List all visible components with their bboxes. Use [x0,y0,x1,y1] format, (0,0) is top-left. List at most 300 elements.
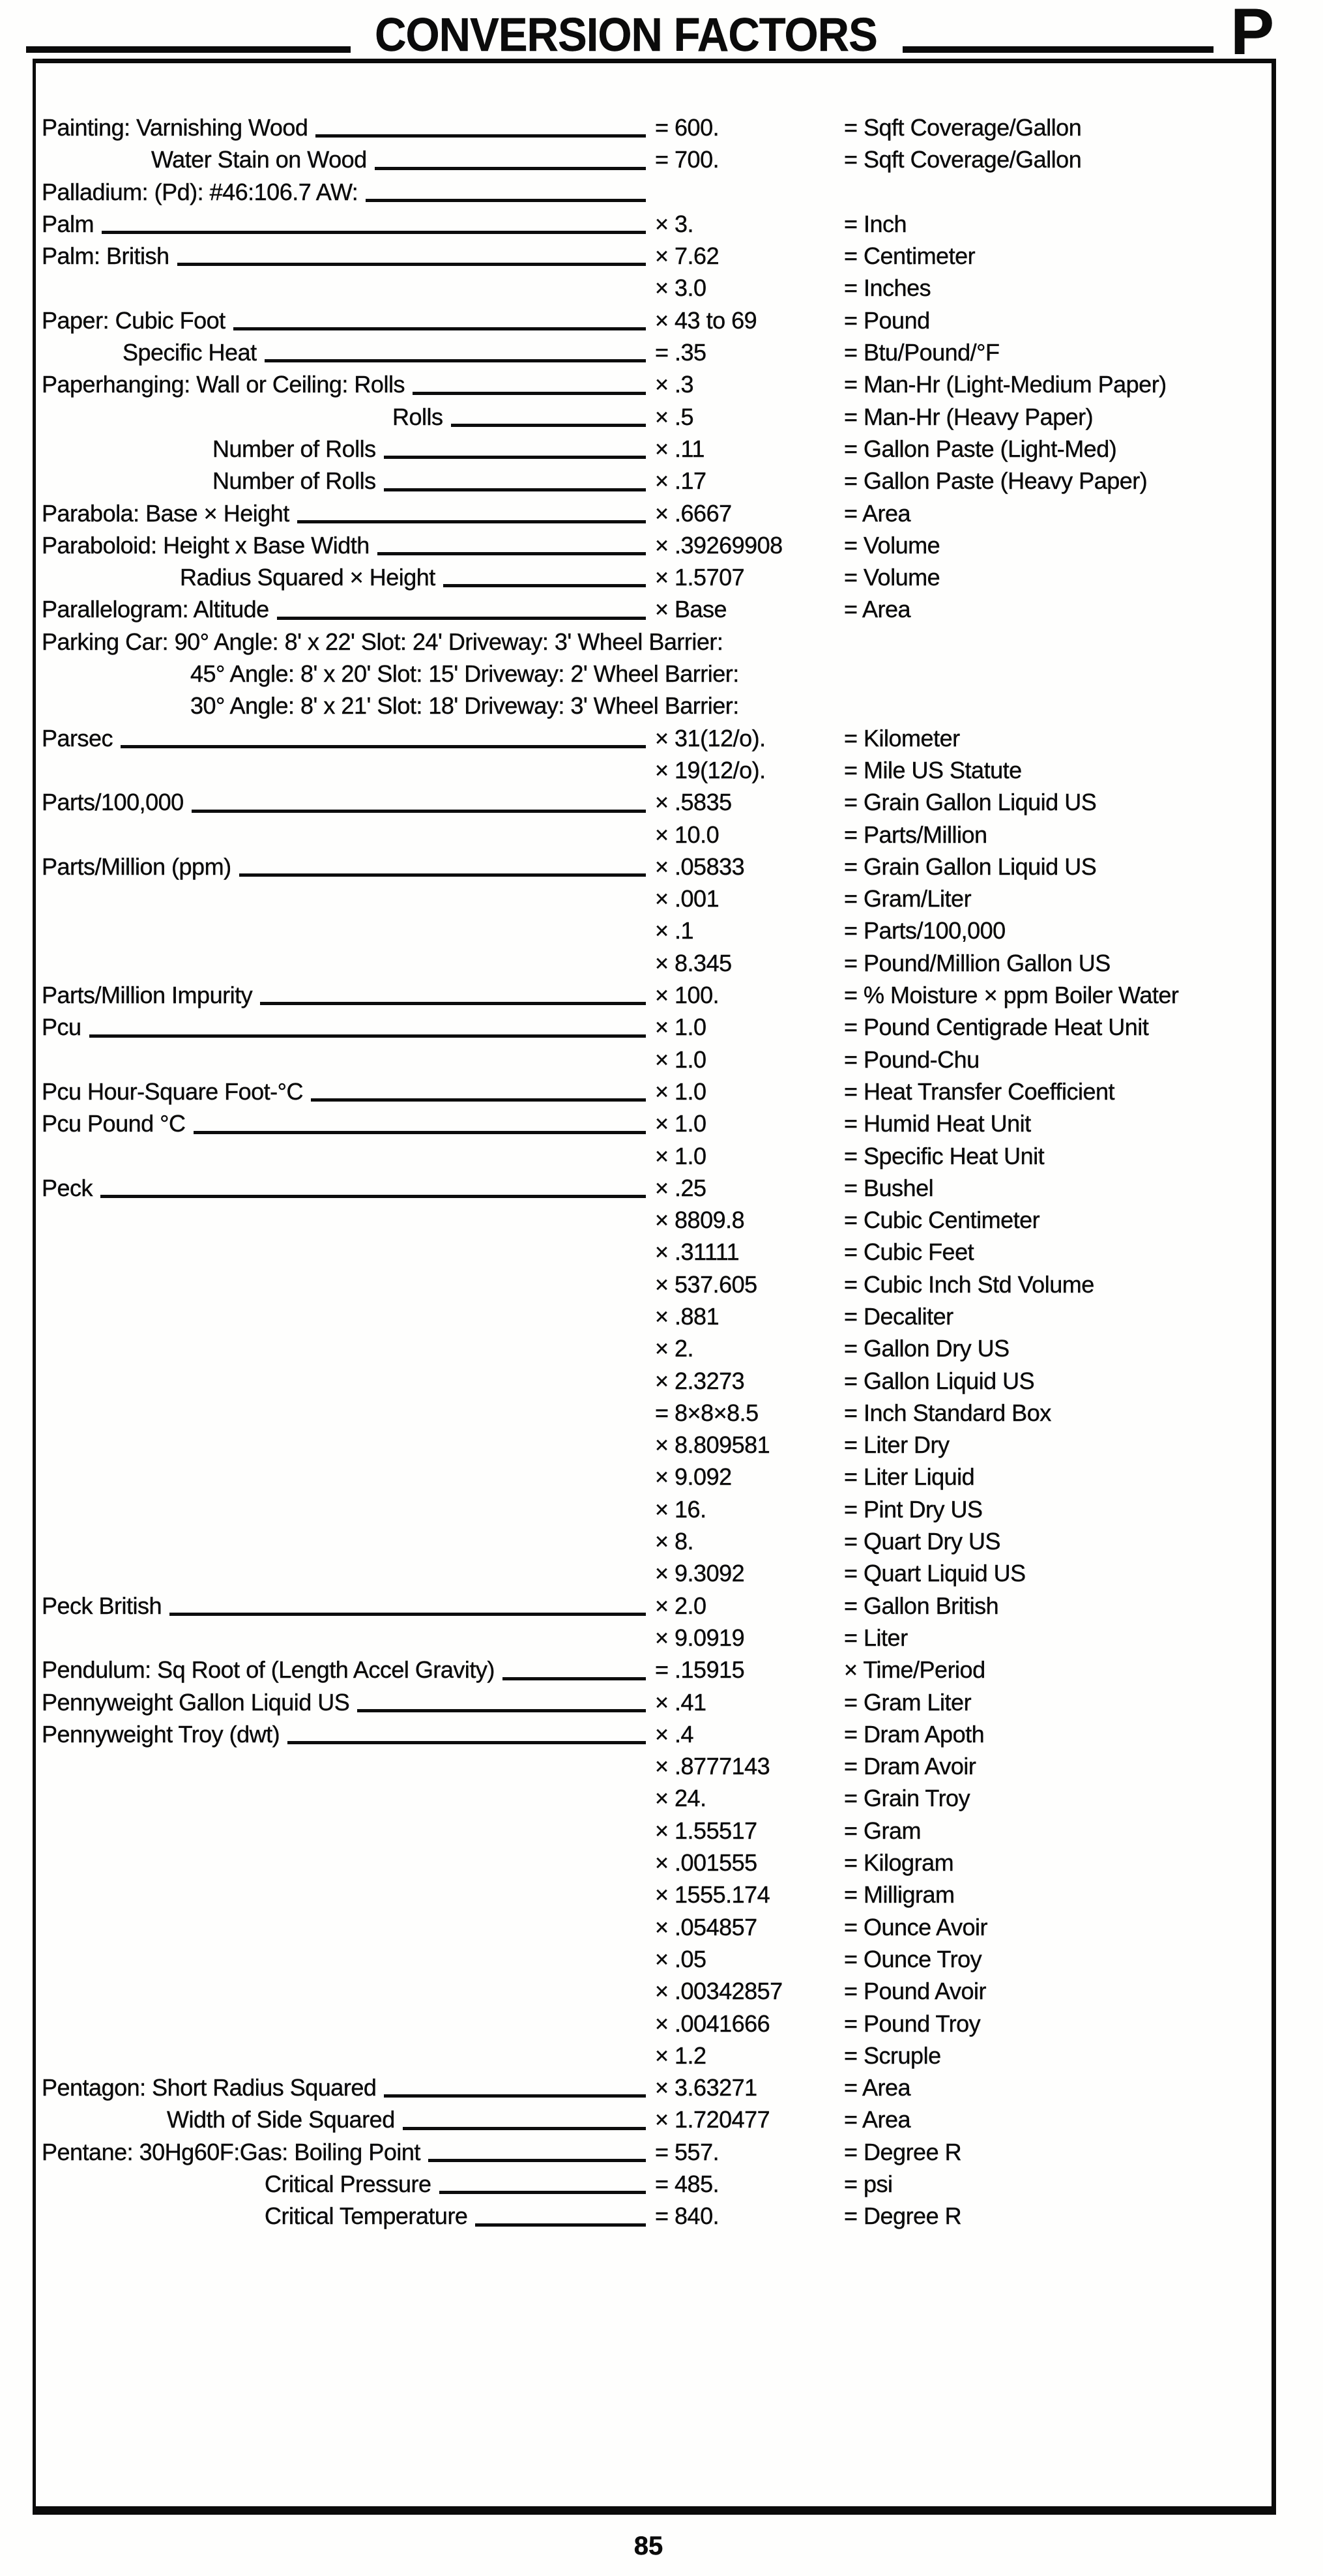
row-unit: = Humid Heat Unit [844,1110,1031,1137]
row-factor: × 100. [655,982,720,1009]
row-unit: = Volume [844,531,940,559]
table-row [36,593,1274,625]
row-label-cell [36,722,655,754]
row-factor: = 700. [655,146,720,173]
table-row [36,2168,1274,2200]
row-unit: = Ounce Troy [844,1945,982,1972]
row-label-cell [36,1750,655,1782]
row-label-cell [36,1268,655,1300]
row-unit: = Pound/Million Gallon US [844,949,1111,976]
row-label-cell [36,433,655,465]
row-unit: = Mile US Statute [844,756,1022,783]
table-row [36,529,1274,561]
table-row [36,1332,1274,1364]
leader-line [475,2223,646,2227]
row-unit: = Gram [844,1817,922,1844]
row-label-cell [36,208,655,240]
row-unit: = Grain Troy [844,1785,970,1812]
row-unit: = Area [844,2106,911,2133]
row-unit: = Heat Transfer Coefficient [844,1077,1115,1105]
table-row [36,883,1274,915]
row-label: Parallelogram: Altitude [42,596,269,623]
table-row [36,1236,1274,1268]
row-factor: × .001555 [655,1849,757,1877]
table-row [36,1076,1274,1107]
table-row [36,2103,1274,2135]
row-label: Palladium: (Pd): #46:106.7 AW: [42,178,358,205]
row-label-cell [36,143,655,175]
row-factor: = .35 [655,339,706,366]
table-row [36,1654,1274,1686]
table-row [36,208,1274,240]
table-row [36,658,1274,690]
row-label: Peck British [42,1592,162,1619]
leader-line [121,745,646,748]
table-row [36,240,1274,272]
row-unit: = Area [844,596,911,623]
row-label: Width of Side Squared [167,2106,395,2133]
table-row [36,368,1274,400]
leader-line [194,1131,646,1134]
row-label-cell [36,1975,655,2007]
table-row [36,1268,1274,1300]
table-row [36,465,1274,497]
row-factor: × 19(12/o). [655,756,766,783]
page-header [26,0,1274,68]
table-row [36,722,1274,754]
row-factor: × 3.0 [655,274,706,302]
table-row [36,1300,1274,1332]
leader-line [413,392,646,395]
row-label: Parking Car: 90° Angle: 8' x 22' Slot: 24' Driveway: 3' Wheel Barrier: [42,628,723,655]
table-row [36,1686,1274,1718]
row-factor: × 3.63271 [655,2074,757,2101]
row-label-cell [36,1397,655,1429]
row-factor: × 10.0 [655,821,720,848]
row-unit: = Degree R [844,2138,962,2165]
row-factor: × .5 [655,403,694,430]
row-label: Pcu [42,1014,81,1041]
table-row [36,1750,1274,1782]
leader-line [384,488,646,491]
table-row [36,1879,1274,1910]
row-unit: = Cubic Inch Std Volume [844,1270,1094,1298]
row-label-cell [36,947,655,979]
row-factor: × 9.092 [655,1463,732,1491]
row-label: Specific Heat [123,339,257,366]
row-label-cell [36,883,655,915]
row-unit: = Specific Heat Unit [844,1142,1045,1169]
row-factor: × .17 [655,467,706,495]
table-row [36,336,1274,368]
row-factor: × 3. [655,210,694,237]
row-label-cell [36,2071,655,2103]
row-label-cell [36,304,655,336]
row-unit: = Inch [844,210,907,237]
row-label-cell [36,1204,655,1236]
leader-line [287,1741,646,1744]
table-row [36,272,1274,304]
row-factor: × .05833 [655,853,745,880]
row-label-cell [36,1654,655,1686]
row-unit: = % Moisture × ppm Boiler Water [844,982,1179,1009]
row-label-cell [36,1911,655,1943]
row-unit: = Man-Hr (Light-Medium Paper) [844,371,1167,398]
table-row [36,1911,1274,1943]
row-label-cell [36,240,655,272]
row-factor: = 840. [655,2203,720,2230]
row-label: Pcu Hour-Square Foot-°C [42,1077,304,1105]
table-row [36,1815,1274,1847]
table-row [36,979,1274,1011]
row-label: Parts/Million Impurity [42,982,253,1009]
row-factor: × 8.345 [655,949,732,976]
table-row [36,851,1274,883]
leader-line [403,2127,646,2130]
row-label: Pendulum: Sq Root of (Length Accel Gravity) [42,1656,495,1684]
leader-line [451,424,646,427]
row-label-cell [36,1879,655,1910]
row-label-cell [36,1718,655,1750]
table-row [36,1943,1274,1975]
row-label-cell [36,1332,655,1364]
row-label-cell [36,1461,655,1493]
table-row [36,2071,1274,2103]
row-label-cell [36,497,655,529]
row-label: Pentane: 30Hg60F:Gas: Boiling Point [42,2138,420,2165]
row-label-cell [36,1782,655,1814]
row-factor: × 16. [655,1495,706,1523]
row-label-cell [36,1493,655,1525]
row-label: 30° Angle: 8' x 21' Slot: 18' Driveway: 3' Wheel Barrier: [190,692,739,720]
row-label-cell [36,979,655,1011]
leader-line [169,1613,646,1616]
row-unit: = Quart Liquid US [844,1560,1026,1587]
row-label-cell [36,1011,655,1043]
row-unit: = Kilometer [844,724,960,752]
row-label-cell [36,786,655,818]
row-unit: = Gram/Liter [844,885,972,913]
row-label: Parsec [42,724,113,752]
row-label-cell [36,593,655,625]
row-label: Critical Temperature [265,2203,468,2230]
row-factor: × 9.3092 [655,1560,745,1587]
row-label: Water Stain on Wood [151,146,367,173]
table-row [36,1011,1274,1043]
row-factor: × .00342857 [655,1978,783,2005]
row-unit: = Pound Avoir [844,1978,987,2005]
row-label: Parabola: Base × Height [42,499,289,527]
row-label-cell [36,819,655,851]
table-row [36,947,1274,979]
row-unit: = Inches [844,274,931,302]
table-row [36,1044,1274,1076]
row-label-cell [36,1557,655,1589]
row-label-cell [36,2103,655,2135]
row-unit: = Cubic Centimeter [844,1207,1040,1234]
row-factor: × .6667 [655,499,732,527]
factor-table [36,111,1274,2232]
row-unit: = Volume [844,564,940,591]
table-row [36,1782,1274,1814]
leader-line [102,231,646,234]
table-row [36,754,1274,786]
header-rule-left [26,46,351,53]
row-label-cell [36,1172,655,1204]
table-row [36,915,1274,946]
leader-line [260,1002,646,1005]
leader-line [89,1034,646,1038]
leader-line [315,134,646,138]
table-row [36,1397,1274,1429]
row-label: Parts/Million (ppm) [42,853,231,880]
row-unit: = Degree R [844,2203,962,2230]
row-label-cell [36,754,655,786]
row-label-cell [36,2040,655,2071]
row-factor: × 1.0 [655,1046,706,1073]
table-row [36,561,1274,593]
leader-line [177,263,646,266]
row-factor: × .8777143 [655,1753,770,1780]
table-row [36,1525,1274,1557]
table-row [36,1590,1274,1622]
row-factor: = 557. [655,2138,720,2165]
row-factor: × 8. [655,1528,694,1555]
row-factor: × 2. [655,1335,694,1362]
row-unit: = Kilogram [844,1849,954,1877]
row-factor: × 1.5707 [655,564,745,591]
section-letter: P [1230,0,1274,68]
table-row [36,626,1274,658]
row-unit: × Time/Period [844,1656,985,1684]
row-label-cell [36,1140,655,1172]
table-row [36,1172,1274,1204]
row-unit: = Grain Gallon Liquid US [844,853,1097,880]
row-label-cell [36,465,655,497]
row-unit: = Milligram [844,1881,955,1909]
row-unit: = Btu/Pound/°F [844,339,1000,366]
row-unit: = Gallon Paste (Heavy Paper) [844,467,1148,495]
row-label-cell [36,2136,655,2168]
row-label-cell [36,658,1274,690]
table-row [36,1140,1274,1172]
leader-line [366,199,646,202]
row-label: Number of Rolls [212,435,376,462]
leader-line [502,1677,646,1680]
table-row [36,2040,1274,2071]
row-unit: = Grain Gallon Liquid US [844,789,1097,816]
row-label-cell [36,690,1274,722]
row-label: Palm [42,210,94,237]
row-unit: = Parts/100,000 [844,917,1006,944]
leader-line [375,167,646,170]
row-unit: = Liter Liquid [844,1463,975,1491]
row-label-cell [36,915,655,946]
row-label-cell [36,1525,655,1557]
row-label: Critical Pressure [265,2171,431,2197]
row-label-cell [36,336,655,368]
row-label-cell [36,561,655,593]
leader-line [100,1195,646,1198]
row-label: Parts/100,000 [42,789,184,816]
row-label-cell [36,1107,655,1139]
row-label-cell [36,1943,655,1975]
row-unit: = Gram Liter [844,1688,972,1716]
row-unit: = Pint Dry US [844,1495,983,1523]
row-factor: × .1 [655,917,694,944]
row-factor: × 1555.174 [655,1881,770,1909]
row-factor: × .41 [655,1688,706,1716]
table-row [36,433,1274,465]
row-label-cell [36,1815,655,1847]
table-row [36,304,1274,336]
table-row [36,1718,1274,1750]
leader-line [297,520,646,523]
row-label-cell [36,529,655,561]
row-factor: = 485. [655,2171,720,2197]
row-label-cell [36,176,655,208]
row-unit: = Dram Apoth [844,1720,985,1748]
leader-line [277,617,646,620]
row-factor: × .0041666 [655,2010,770,2037]
table-row [36,1429,1274,1461]
row-unit: = Inch Standard Box [844,1399,1051,1426]
row-unit: = Cubic Feet [844,1238,974,1266]
leader-line [377,552,646,555]
row-label-cell [36,1429,655,1461]
row-unit: = Sqft Coverage/Gallon [844,146,1082,173]
row-unit: = psi [844,2171,893,2197]
row-unit: = Decaliter [844,1302,953,1330]
leader-line [233,327,646,330]
row-factor: × 8809.8 [655,1207,745,1234]
row-label-cell [36,1847,655,1879]
row-label: Paper: Cubic Foot [42,306,225,334]
table-row [36,1107,1274,1139]
row-label-cell [36,2200,655,2232]
header-rule-right [903,46,1214,53]
row-factor: × 1.0 [655,1110,706,1137]
row-factor: × 537.605 [655,1270,757,1298]
page-title: CONVERSION FACTORS [375,9,877,61]
table-row [36,401,1274,433]
row-label: Pcu Pound °C [42,1110,186,1137]
row-factor: × 2.3273 [655,1367,745,1394]
row-factor: × .4 [655,1720,694,1748]
leader-line [239,873,646,877]
table-row [36,1622,1274,1654]
row-unit: = Area [844,499,911,527]
row-unit: = Bushel [844,1174,934,1201]
leader-line [311,1098,646,1102]
table-row [36,786,1274,818]
row-label: Radius Squared × Height [180,564,435,591]
row-factor: × .25 [655,1174,706,1201]
row-factor: = 600. [655,114,720,141]
row-unit: = Gallon British [844,1592,999,1619]
table-row [36,143,1274,175]
row-unit: = Pound Centigrade Heat Unit [844,1014,1149,1041]
row-unit: = Sqft Coverage/Gallon [844,114,1082,141]
row-unit: = Parts/Million [844,821,987,848]
table-row [36,1461,1274,1493]
leader-line [357,1709,646,1712]
row-label-cell [36,851,655,883]
row-factor: × 1.55517 [655,1817,757,1844]
table-row [36,497,1274,529]
row-label-cell [36,272,655,304]
row-factor: × 2.0 [655,1592,706,1619]
row-label-cell [36,368,655,400]
leader-line [265,359,646,362]
row-label: Painting: Varnishing Wood [42,114,308,141]
row-factor: × 7.62 [655,242,720,270]
row-factor: × 1.0 [655,1142,706,1169]
row-label-cell [36,1590,655,1622]
row-unit: = Centimeter [844,242,976,270]
row-factor: × Base [655,596,727,623]
row-factor: × .39269908 [655,531,783,559]
table-row [36,2200,1274,2232]
row-factor: × .001 [655,885,720,913]
row-unit: = Dram Avoir [844,1753,976,1780]
row-factor: × .054857 [655,1913,757,1940]
row-label: Pentagon: Short Radius Squared [42,2074,377,2101]
row-factor: × .31111 [655,1238,740,1266]
row-factor: × 1.720477 [655,2106,770,2133]
row-factor: × .05 [655,1945,706,1972]
table-row [36,1365,1274,1397]
row-label-cell [36,1076,655,1107]
row-label: Paraboloid: Height x Base Width [42,531,370,559]
row-unit: = Man-Hr (Heavy Paper) [844,403,1094,430]
row-unit: = Ounce Avoir [844,1913,987,1940]
row-unit [844,176,1274,208]
table-row [36,1557,1274,1589]
row-unit: = Pound Troy [844,2010,981,2037]
row-factor: × 24. [655,1785,706,1812]
row-factor [655,176,844,208]
row-factor: × 1.2 [655,2042,706,2069]
row-label-cell [36,2168,655,2200]
page-number: 85 [633,2532,663,2560]
row-label-cell [36,401,655,433]
row-label-cell [36,1622,655,1654]
row-label: Peck [42,1174,93,1201]
table-row [36,176,1274,208]
table-row [36,1493,1274,1525]
row-label: Rolls [392,403,443,430]
row-label: Number of Rolls [212,467,376,495]
table-row [36,1975,1274,2007]
table-row [36,111,1274,143]
leader-line [192,810,646,813]
row-factor: × 1.0 [655,1014,706,1041]
row-unit: = Quart Dry US [844,1528,1001,1555]
table-row [36,1847,1274,1879]
leader-line [384,456,646,459]
row-label-cell [36,1300,655,1332]
row-label: Paperhanging: Wall or Ceiling: Rolls [42,371,405,398]
table-row [36,819,1274,851]
row-factor: = 8×8×8.5 [655,1399,759,1426]
row-label-cell [36,2008,655,2040]
table-row [36,1204,1274,1236]
row-factor: × 8.809581 [655,1431,770,1459]
row-factor: × 9.0919 [655,1624,745,1651]
row-unit: = Gallon Liquid US [844,1367,1035,1394]
row-label: Pennyweight Gallon Liquid US [42,1688,350,1716]
